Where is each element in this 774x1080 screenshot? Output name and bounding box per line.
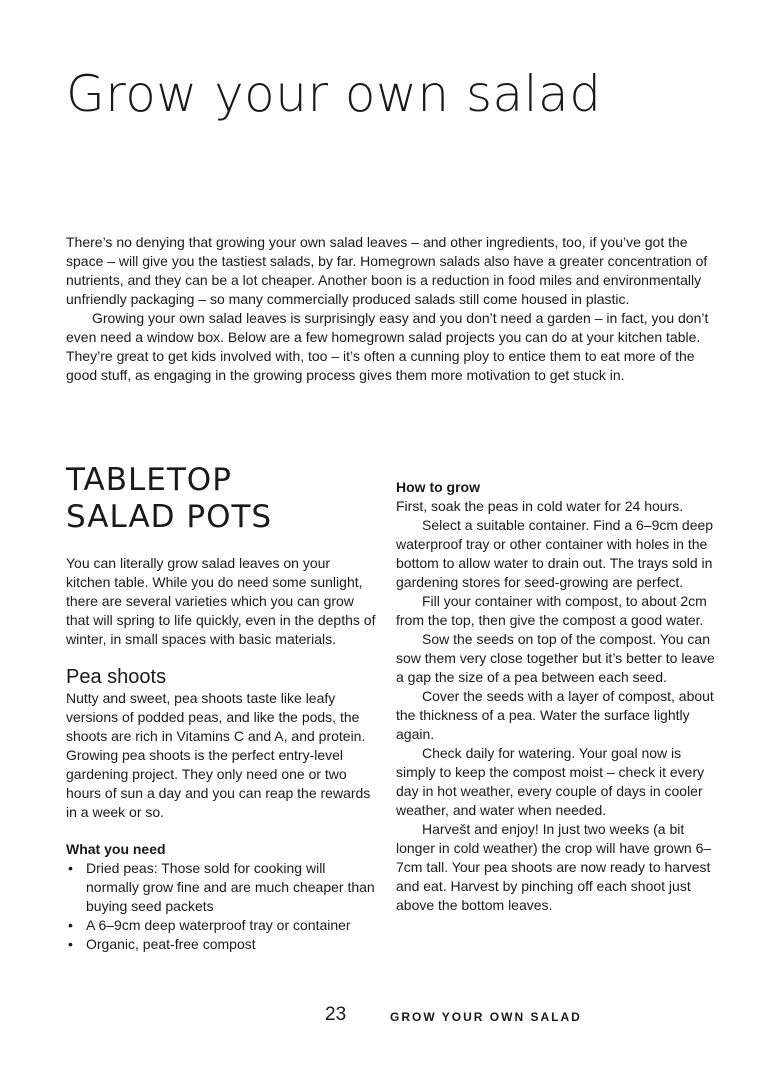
intro-paragraph: Growing your own salad leaves is surprisingly easy and you don’t need a garden – in fact, you don’t even need a window box. Below are a few homegrown salad projects you can do at your kitchen table. They’re great to get kids involved with, too – it’s often a cunning ploy to entice them to eat more of the good stuff, as engaging in the growing process gives them more motivation to get stuck in. — [66, 310, 709, 383]
list-item-text: A 6–9cm deep waterproof tray or container — [86, 917, 351, 933]
list-item-text: Organic, peat-free compost — [86, 936, 256, 952]
pea-shoots-heading: Pea shoots — [66, 666, 167, 688]
bullet: • — [68, 860, 73, 876]
how-to-grow-step: Cover the seeds with a layer of compost, about the thickness of a pea. Water the surface lightly again. — [396, 688, 714, 742]
right-column — [396, 478, 716, 915]
section-lead: You can literally grow salad leaves on your kitchen table. While you do need some sunlight, there are several varieties which you can grow that will spring to life quickly, even in the depths of winter, in small spaces with basic materials. — [66, 555, 376, 647]
how-to-grow-step: Select a suitable container. Find a 6–9cm deep waterproof tray or other container with holes in the bottom to allow water to drain out. The trays sold in gardening stores for seed-growing are perfect. — [396, 517, 714, 590]
pea-shoots-description: Nutty and sweet, pea shoots taste like leafy versions of podded peas, and like the pods, the shoots are rich in Vitamins C and A, and protein. Growing pea shoots is the perfect entry-level gardening project. They only need one or two hours of sun a day and you can reap the rewards in a week or so. — [66, 690, 371, 820]
list-item — [66, 935, 376, 954]
bullet: • — [68, 917, 73, 933]
how-to-grow-step: Harvešt and enjoy! In just two weeks (a bit longer in cold weather) the crop will have grown 6–7cm tall. Your pea shoots are now ready to harvest and eat. Harvest by pinching off each shoot just above the bottom leaves. — [396, 821, 712, 913]
list-item — [66, 916, 376, 935]
list-item-text: Dried peas: Those sold for cooking will normally grow fine and are much cheaper than buying seed packets — [86, 860, 375, 914]
left-column — [66, 462, 376, 954]
page-title: Grow your own salad — [66, 65, 602, 123]
bullet: • — [68, 936, 73, 952]
how-to-grow-step: Sow the seeds on top of the compost. You can sow them very close together but it’s better to leave a gap the size of a pea between each seed. — [396, 631, 715, 685]
what-you-need-label: What you need — [66, 841, 166, 857]
intro-text — [66, 233, 726, 385]
page-number: 23 — [325, 1004, 347, 1025]
section-heading-line: TABLETOP — [66, 462, 232, 498]
how-to-grow-step: Check daily for watering. Your goal now is simply to keep the compost moist – check it every day in hot weather, every couple of days in cooler weather, and water when needed. — [396, 745, 705, 818]
running-head: GROW YOUR OWN SALAD — [390, 1010, 582, 1024]
how-to-grow-step: Fill your container with compost, to about 2cm from the top, then give the compost a good water. — [396, 593, 707, 628]
list-item — [66, 859, 376, 916]
section-heading-line: SALAD POTS — [66, 499, 273, 535]
intro-paragraph: There’s no denying that growing your own salad leaves – and other ingredients, too, if you’ve got the space – will give you the tastiest salads, by far. Homegrown salads also have a greater concentration of nutrients, and they can be a lot cheaper. Another boon is a reduction in food miles and environmentally unfriendly packaging – so many commercially produced salads still come housed in plastic. — [66, 234, 708, 307]
section-heading — [66, 462, 376, 536]
how-to-grow-step: First, soak the peas in cold water for 24 hours. — [396, 498, 684, 514]
how-to-grow-label: How to grow — [396, 479, 480, 495]
what-you-need-list — [66, 859, 376, 954]
